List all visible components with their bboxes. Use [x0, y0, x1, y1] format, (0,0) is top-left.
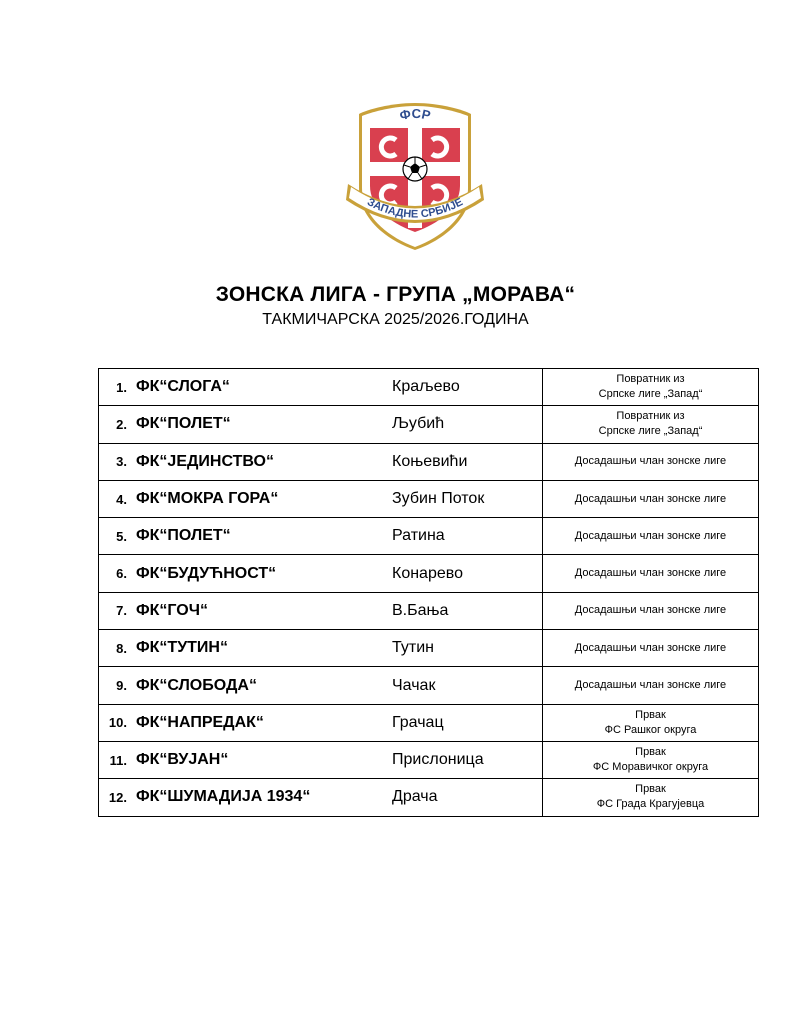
table-row [99, 667, 759, 704]
club-town: Коњевићи [392, 452, 468, 470]
crest-icon [344, 100, 486, 252]
team-number: 2. [116, 416, 127, 432]
status-line: Првак [635, 708, 666, 721]
team-cell [99, 480, 543, 517]
status-line: Повратник из [616, 373, 685, 386]
club-name: ФК“ЈЕДИНСТВО“ [136, 452, 274, 470]
club-town: Љубић [392, 415, 445, 433]
club-name: ФК“СЛОГА“ [136, 378, 230, 396]
table-row [99, 704, 759, 741]
club-town: В.Бања [392, 601, 449, 619]
status-line: Досадашњи члан зонске лиге [574, 641, 727, 654]
team-number: 12. [108, 789, 127, 805]
team-number: 11. [109, 752, 127, 768]
status-cell [543, 704, 759, 741]
club-town: Тутин [392, 639, 434, 657]
status-cell [543, 518, 759, 555]
team-number: 4. [116, 491, 127, 507]
club-name: ФК“ПОЛЕТ“ [136, 415, 231, 433]
logo-top-text: ФСР [398, 105, 433, 124]
status-cell [543, 779, 759, 816]
status-cell [543, 406, 759, 443]
team-number: 8. [116, 640, 127, 656]
table-row [99, 741, 759, 778]
team-cell [99, 741, 543, 778]
status-line: Досадашњи члан зонске лиге [574, 529, 727, 542]
team-number: 6. [116, 566, 127, 582]
team-number: 9. [116, 678, 127, 694]
team-cell [99, 592, 543, 629]
table-row [99, 779, 759, 816]
club-town: Краљево [392, 378, 460, 396]
table-row [99, 630, 759, 667]
team-cell [99, 406, 543, 443]
table-row [99, 592, 759, 629]
status-line: Српске лиге „Запад“ [598, 388, 703, 401]
team-number: 7. [116, 603, 127, 619]
club-town: Чачак [392, 676, 436, 694]
team-number: 10. [108, 715, 127, 731]
club-town: Грачац [392, 713, 444, 731]
status-line: ФС Града Крагујевца [596, 798, 705, 811]
club-town: Прислоница [392, 751, 484, 769]
club-name: ФК“ГОЧ“ [136, 601, 208, 619]
status-cell [543, 741, 759, 778]
table-row [99, 555, 759, 592]
status-cell [543, 592, 759, 629]
status-line: Првак [635, 783, 666, 796]
status-cell [543, 480, 759, 517]
status-line: Досадашњи члан зонске лиге [574, 567, 727, 580]
team-number: 5. [116, 528, 127, 544]
fsr-crest-logo [344, 100, 486, 252]
club-town: Ратина [392, 527, 445, 545]
team-cell [99, 779, 543, 816]
status-cell [543, 555, 759, 592]
club-town: Конарево [392, 564, 463, 582]
svg-text:ФСР [398, 106, 432, 123]
club-name: ФК“ТУТИН“ [136, 639, 228, 657]
status-line: Досадашњи члан зонске лиге [574, 604, 727, 617]
status-line: ФС Моравичког округа [592, 761, 709, 774]
club-town: Драча [392, 788, 438, 806]
team-cell [99, 704, 543, 741]
team-cell [99, 369, 543, 406]
table-row [99, 518, 759, 555]
season-subtitle: ТАКМИЧАРСКА 2025/2026.ГОДИНА [262, 311, 529, 328]
status-cell [543, 443, 759, 480]
team-cell [99, 555, 543, 592]
status-cell [543, 369, 759, 406]
table-row [99, 443, 759, 480]
league-table [98, 368, 759, 817]
club-town: Зубин Поток [392, 490, 485, 508]
team-cell [99, 630, 543, 667]
club-name: ФК“ПОЛЕТ“ [136, 527, 231, 545]
status-cell [543, 630, 759, 667]
table-row [99, 406, 759, 443]
team-number: 1. [116, 379, 127, 395]
team-cell [99, 518, 543, 555]
status-line: Досадашњи члан зонске лиге [574, 492, 727, 505]
club-name: ФК“МОКРА ГОРА“ [136, 490, 279, 508]
status-line: Повратник из [616, 410, 685, 423]
team-cell [99, 667, 543, 704]
status-line: Досадашњи члан зонске лиге [574, 455, 727, 468]
logo-bottom-text: ЗАПАДНЕ СРБИЈЕ [365, 196, 465, 221]
team-number: 3. [116, 454, 127, 470]
table-row [99, 369, 759, 406]
club-name: ФК“НАПРЕДАК“ [136, 713, 264, 731]
status-line: Досадашњи члан зонске лиге [574, 679, 727, 692]
club-name: ФК“БУДУЋНОСТ“ [136, 564, 277, 582]
status-cell [543, 667, 759, 704]
status-line: ФС Рашког округа [604, 723, 697, 736]
team-cell [99, 443, 543, 480]
status-line: Првак [635, 746, 666, 759]
status-line: Српске лиге „Запад“ [598, 425, 703, 438]
club-name: ФК“ШУМАДИЈА 1934“ [136, 788, 311, 806]
page-title: ЗОНСКА ЛИГА - ГРУПА „МОРАВА“ [215, 283, 576, 306]
club-name: ФК“ВУЈАН“ [136, 751, 229, 769]
table-row [99, 480, 759, 517]
club-name: ФК“СЛОБОДА“ [136, 676, 257, 694]
